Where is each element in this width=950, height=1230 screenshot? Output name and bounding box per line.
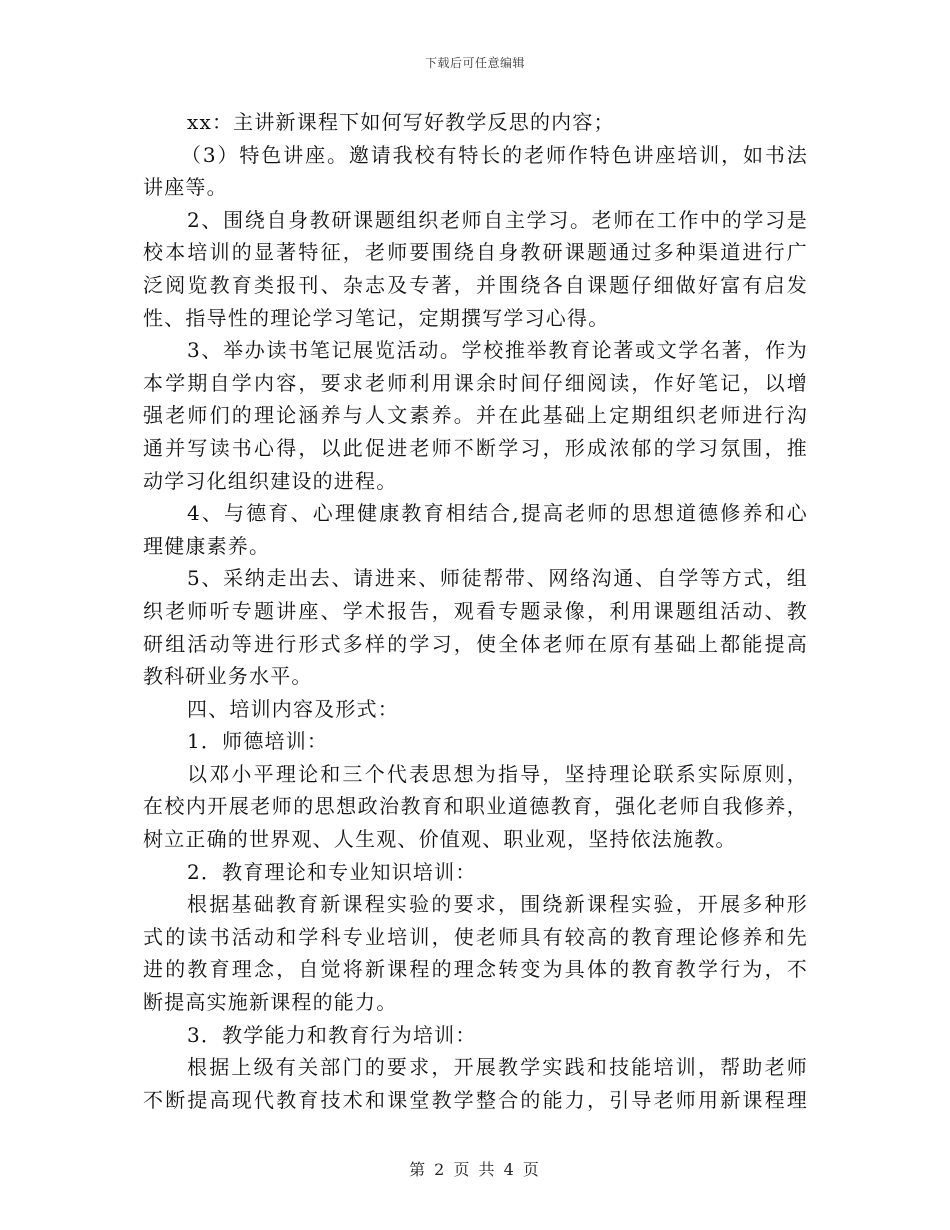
paragraph-line: 根据基础教育新课程实验的要求，围绕新课程实验，开展多种形 [187, 892, 808, 917]
paragraph-line: 2、围绕自身教研课题组织老师自主学习。老师在工作中的学习是 [187, 207, 808, 232]
section-heading: 四、培训内容及形式： [187, 696, 399, 721]
paragraph-line: 通并写读书心得，以此促进老师不断学习，形成浓郁的学习氛围，推 [143, 435, 808, 460]
paragraph-line: 3、举办读书笔记展览活动。学校推举教育论著或文学名著，作为 [187, 338, 808, 363]
paragraph-line: 强老师们的理论涵养与人文素养。并在此基础上定期组织老师进行沟 [143, 403, 808, 428]
paragraph-line: 讲座等。 [143, 175, 228, 200]
document-body [143, 106, 808, 1116]
paragraph-line: 动学习化组织建设的进程。 [143, 468, 398, 493]
paragraph-line: 断提高实施新课程的能力。 [143, 990, 398, 1015]
paragraph-line: （3）特色讲座。邀请我校有特长的老师作特色讲座培训，如书法 [181, 142, 808, 167]
paragraph-line: 校本培训的显著特征，老师要围绕自身教研课题通过多种渠道进行广 [143, 240, 808, 265]
paragraph-line: 织老师听专题讲座、学术报告，观看专题录像，利用课题组活动、教 [143, 598, 808, 623]
paragraph-line: 性、指导性的理论学习笔记，定期撰写学习心得。 [143, 305, 610, 330]
subsection-heading: 3．教学能力和教育行为培训： [187, 1022, 477, 1047]
paragraph-line: 研组活动等进行形式多样的学习，使全体老师在原有基础上都能提高 [143, 631, 808, 656]
paragraph-line: 式的读书活动和学科专业培训，使老师具有较高的教育理论修养和先 [143, 924, 808, 949]
paragraph-line: xx：主讲新课程下如何写好教学反思的内容； [187, 110, 615, 134]
paragraph-line: 4、与德育、心理健康教育相结合,提高老师的思想道德修养和心 [187, 501, 808, 526]
paragraph-line: 5、采纳走出去、请进来、师徒帮带、网络沟通、自学等方式，组 [187, 566, 808, 591]
subsection-heading: 2．教育理论和专业知识培训： [187, 859, 477, 884]
paragraph-line: 进的教育理念，自觉将新课程的理念转变为具体的教育教学行为，不 [143, 957, 808, 982]
page-header: 下载后可任意编辑 [424, 56, 525, 70]
paragraph-line: 根据上级有关部门的要求，开展教学实践和技能培训，帮助老师 [187, 1055, 808, 1080]
paragraph-line: 泛阅览教育类报刊、杂志及专著，并围绕各自课题仔细做好富有启发 [143, 272, 808, 297]
paragraph-line: 以邓小平理论和三个代表思想为指导，坚持理论联系实际原则， [187, 761, 808, 786]
page-footer: 第 2 页 共 4 页 [409, 1160, 541, 1179]
paragraph-line: 教科研业务水平。 [143, 664, 313, 689]
subsection-heading: 1．师德培训： [187, 729, 329, 754]
paragraph-line: 不断提高现代教育技术和课堂教学整合的能力，引导老师用新课程理 [143, 1087, 808, 1112]
paragraph-line: 树立正确的世界观、人生观、价值观、职业观，坚持依法施教。 [143, 827, 737, 852]
paragraph-line: 理健康素养。 [143, 533, 271, 558]
paragraph-line: 在校内开展老师的思想政治教育和职业道德教育，强化老师自我修养， [143, 794, 808, 819]
paragraph-line: 本学期自学内容，要求老师利用课余时间仔细阅读，作好笔记，以增 [143, 370, 808, 395]
